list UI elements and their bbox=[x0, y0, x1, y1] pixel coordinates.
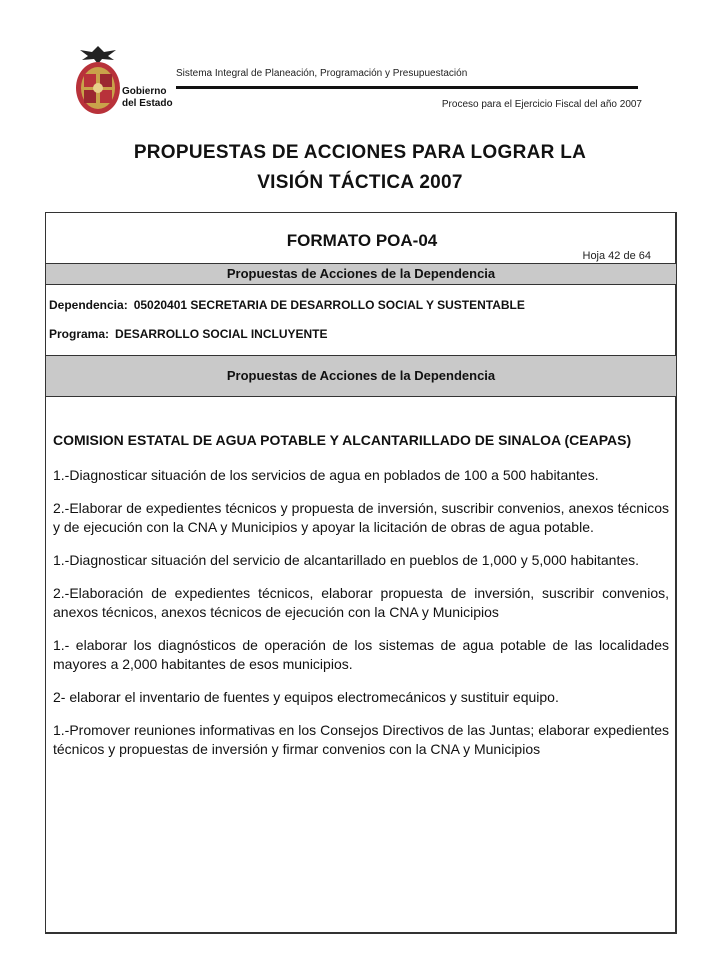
programa-value: DESARROLLO SOCIAL INCLUYENTE bbox=[115, 327, 328, 341]
page-title: PROPUESTAS DE ACCIONES PARA LOGRAR LA VISIÓN TÁCTICA 2007 bbox=[133, 142, 587, 193]
section-band-actions: Propuestas de Acciones de la Dependencia bbox=[46, 355, 676, 397]
action-item: 1.-Promover reuniones informativas en los Consejos Directivos de las Juntas; elaborar expedientes técnicos y propuestas de inversión y firmar convenios con la CNA y Municipios bbox=[53, 722, 669, 757]
action-item: 2.-Elaborar de expedientes técnicos y propuesta de inversión, suscribir convenios, anexos técnicos y de ejecución con la CNA y Municipios y apoyar la licitación de obras de agua potable. bbox=[53, 500, 669, 535]
government-label: Gobierno del Estado bbox=[122, 86, 173, 109]
form-frame bbox=[45, 212, 677, 934]
dependencia-row bbox=[49, 298, 525, 312]
dependencia-value: 05020401 SECRETARIA DE DESARROLLO SOCIAL Y SUSTENTABLE bbox=[133, 298, 525, 312]
programa-label: Programa: bbox=[49, 327, 110, 341]
action-item: 1.-Diagnosticar situación del servicio de alcantarillado en pueblos de 1,000 y 5,000 habitantes. bbox=[53, 552, 640, 568]
programa-row bbox=[49, 327, 328, 341]
page-header bbox=[0, 0, 720, 130]
actions-content bbox=[53, 431, 669, 773]
fiscal-year-note: Proceso para el Ejercicio Fiscal del año 2007 bbox=[441, 99, 642, 110]
agency-name: COMISION ESTATAL DE AGUA POTABLE Y ALCANTARILLADO DE SINALOA (CEAPAS) bbox=[53, 432, 632, 448]
action-item: 2- elaborar el inventario de fuentes y equipos electromecánicos y sustituir equipo. bbox=[53, 689, 559, 705]
header-divider bbox=[176, 86, 638, 89]
page-counter: Hoja 42 de 64 bbox=[582, 250, 651, 262]
section-band-top: Propuestas de Acciones de la Dependencia bbox=[46, 263, 676, 285]
action-item: 1.- elaborar los diagnósticos de operación de los sistemas de agua potable de las localidades mayores a 2,000 habitantes de esos municipios. bbox=[53, 637, 669, 672]
system-title: Sistema Integral de Planeación, Programación y Presupuestación bbox=[176, 68, 468, 79]
action-item: 1.-Diagnosticar situación de los servicios de agua en poblados de 100 a 500 habitantes. bbox=[53, 467, 599, 483]
state-seal-icon bbox=[72, 42, 124, 122]
form-code: FORMATO POA-04 bbox=[286, 231, 438, 250]
dependencia-label: Dependencia: bbox=[49, 298, 128, 312]
action-item: 2.-Elaboración de expedientes técnicos, elaborar propuesta de inversión, suscribir convenios, anexos técnicos, anexos técnicos de ejecución con la CNA y Municipios bbox=[53, 585, 669, 620]
